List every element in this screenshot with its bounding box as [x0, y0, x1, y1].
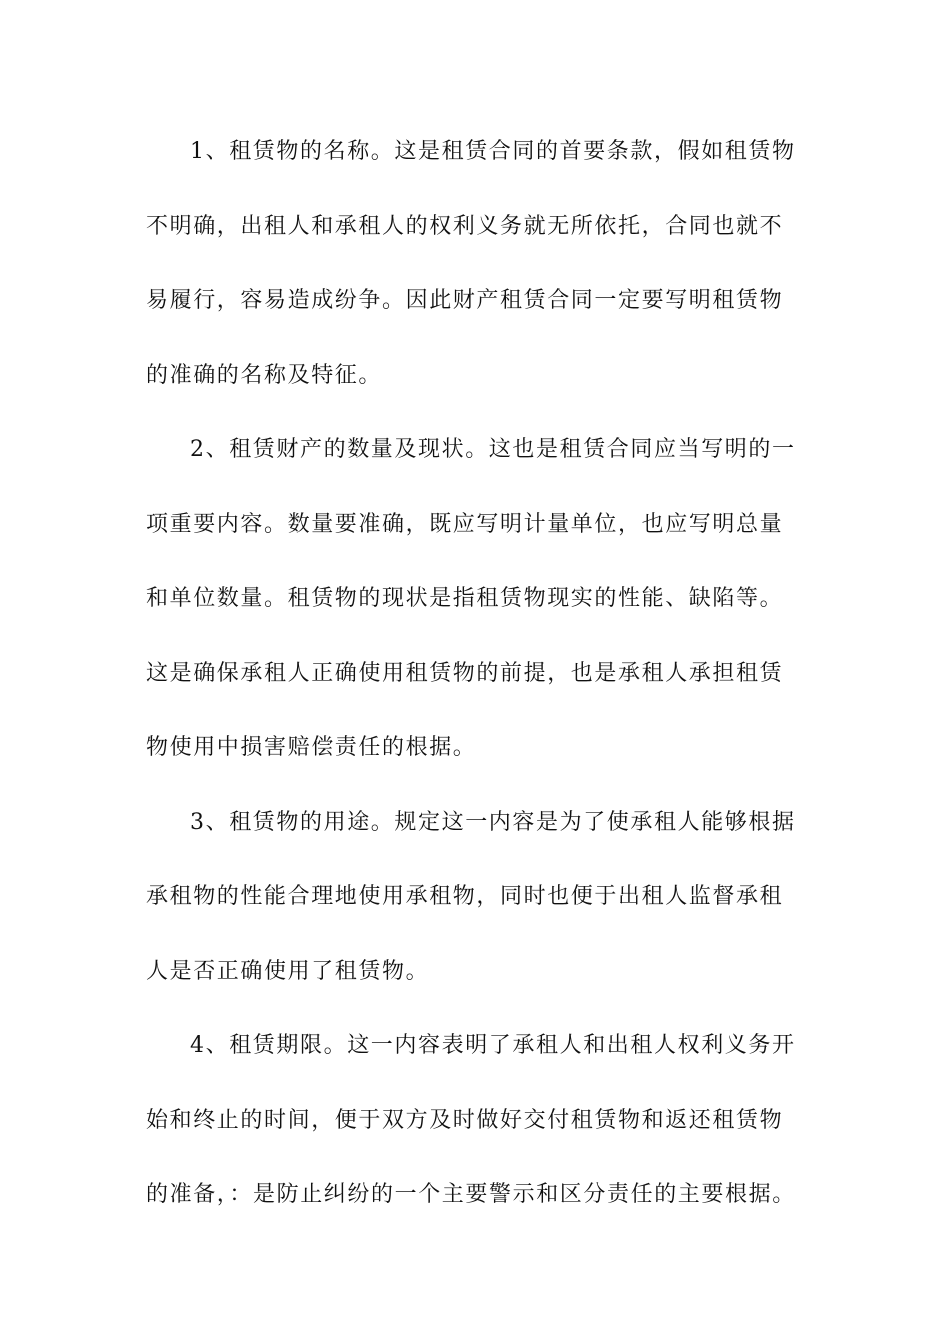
paragraph-3-line-2: 承租物的性能合理地使用承租物，同时也便于出租人监督承租 [146, 884, 784, 909]
paragraph-1-line-4: 的准确的名称及特征。 [146, 362, 383, 388]
paragraph-2-line-1: 2、租赁财产的数量及现状。这也是租赁合同应当写明的一 [190, 437, 796, 462]
paragraph-3-line-1: 3、租赁物的用途。规定这一内容是为了使承租人能够根据 [190, 809, 796, 835]
paragraph-1-line-3: 易履行，容易造成纷争。因此财产租赁合同一定要写明租赁物 [146, 288, 784, 313]
paragraph-4-line-3: 的准备，：是防止纠纷的一个主要警示和区分责任的主要根据。 [146, 1182, 796, 1207]
paragraph-4-line-1: 4、租赁期限。这一内容表明了承租人和出租人权利义务开 [190, 1033, 796, 1058]
paragraph-4-line-2: 始和终止的时间，便于双方及时做好交付租赁物和返还租赁物 [146, 1107, 784, 1133]
paragraph-3-line-3: 人是否正确使用了租赁物。 [146, 958, 430, 984]
paragraph-2-line-3: 和单位数量。租赁物的现状是指租赁物现实的性能、缺陷等。 [146, 586, 784, 611]
paragraph-2-line-4: 这是确保承租人正确使用租赁物的前提，也是承租人承担租赁 [146, 660, 784, 686]
paragraph-2-line-5: 物使用中损害赔偿责任的根据。 [146, 735, 477, 760]
paragraph-2-line-2: 项重要内容。数量要准确，既应写明计量单位，也应写明总量 [146, 511, 784, 537]
paragraph-1-line-1: 1、租赁物的名称。这是租赁合同的首要条款，假如租赁物 [190, 139, 796, 164]
paragraph-1-line-2: 不明确，出租人和承租人的权利义务就无所依托，合同也就不 [146, 213, 784, 239]
document-body [146, 128, 836, 1246]
